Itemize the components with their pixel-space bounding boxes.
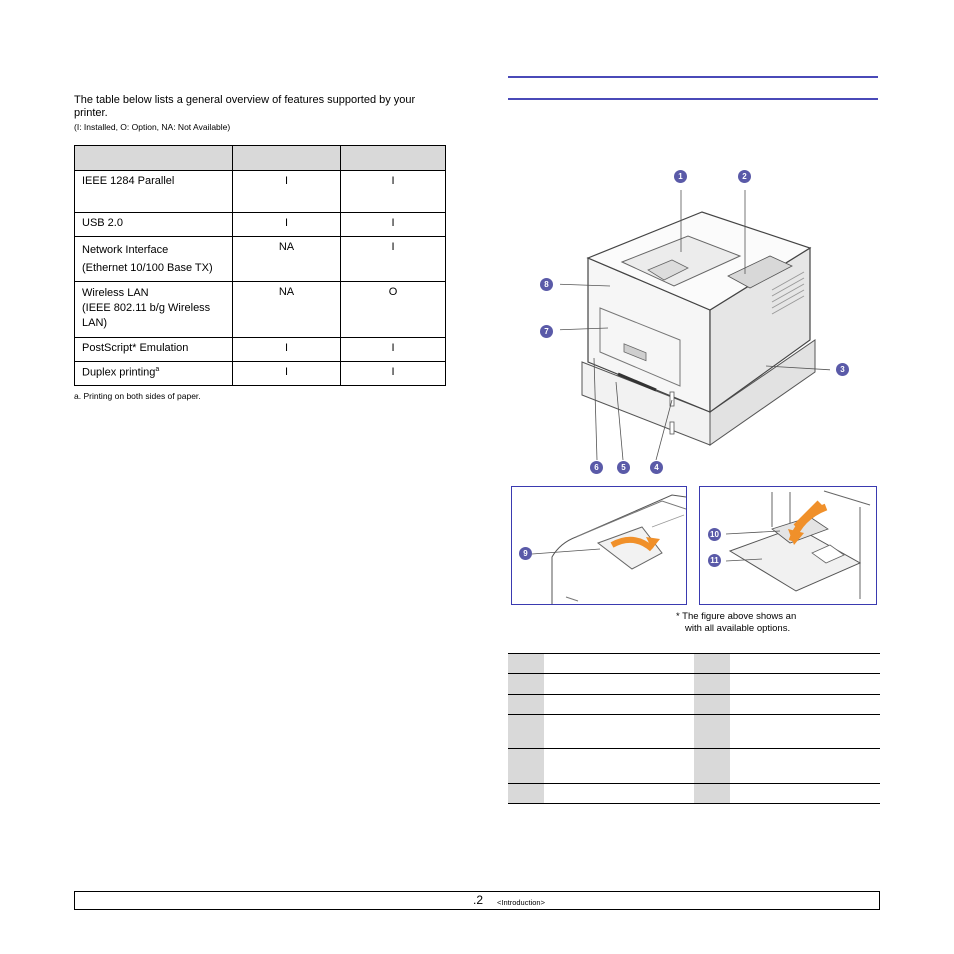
- part-number-cell: [508, 715, 544, 749]
- part-name-cell: [730, 674, 880, 695]
- table-row: [508, 674, 880, 695]
- section-name: <Introduction>: [497, 898, 545, 907]
- part-number-cell: [694, 749, 730, 784]
- callout-4: 4: [650, 461, 663, 474]
- figure-caption: [676, 611, 796, 635]
- callout-1: 1: [674, 170, 687, 183]
- part-number-cell: [694, 695, 730, 715]
- part-name-cell: [730, 715, 880, 749]
- feature-value: I: [341, 338, 446, 362]
- section-rule-top: [508, 76, 878, 78]
- feature-name: USB 2.0: [75, 213, 233, 237]
- part-number-cell: [508, 674, 544, 695]
- callout-3: 3: [836, 363, 849, 376]
- part-number-cell: [694, 715, 730, 749]
- feature-value: I: [233, 362, 341, 386]
- feature-value: I: [233, 171, 341, 213]
- table-row: [75, 338, 446, 362]
- caption-line: * The figure above shows an: [676, 611, 797, 622]
- features-table: [74, 145, 446, 386]
- part-name-cell: [544, 749, 694, 784]
- table-row: [508, 654, 880, 674]
- header-cell: [341, 146, 446, 171]
- intro-text: The table below lists a general overview of features supported by your printer.: [74, 94, 416, 119]
- callout-2: 2: [738, 170, 751, 183]
- feature-value: NA: [233, 282, 341, 338]
- feature-name: IEEE 1284 Parallel: [75, 171, 233, 213]
- header-cell: [75, 146, 233, 171]
- table-row: [75, 171, 446, 213]
- feature-name: PostScript* Emulation: [75, 338, 233, 362]
- part-name-cell: [730, 749, 880, 784]
- part-name-cell: [730, 784, 880, 804]
- multipurpose-tray-illustration: [700, 487, 876, 604]
- part-name-cell: [730, 695, 880, 715]
- callout-10: 10: [708, 528, 721, 541]
- availability-legend: (I: Installed, O: Option, NA: Not Available): [74, 122, 231, 132]
- part-number-cell: [508, 749, 544, 784]
- output-support-illustration: [512, 487, 686, 604]
- callout-6: 6: [590, 461, 603, 474]
- callout-11: 11: [708, 554, 721, 567]
- table-row: [75, 213, 446, 237]
- table-row: [508, 749, 880, 784]
- table-row: [75, 282, 446, 338]
- part-number-cell: [508, 695, 544, 715]
- part-number-cell: [694, 674, 730, 695]
- feature-name: Duplex printing$^a$: [75, 362, 233, 386]
- table-row: [75, 362, 446, 386]
- part-name-cell: [544, 695, 694, 715]
- part-number-cell: [694, 784, 730, 804]
- part-number-cell: [694, 654, 730, 674]
- callout-9: 9: [519, 547, 532, 560]
- callout-5: 5: [617, 461, 630, 474]
- table-row: [75, 237, 446, 282]
- feature-value: I: [341, 213, 446, 237]
- feature-value: NA: [233, 237, 341, 282]
- detail-figure-output-support: [511, 486, 687, 605]
- table-row: [508, 784, 880, 804]
- feature-value: I: [233, 213, 341, 237]
- feature-value: I: [341, 237, 446, 282]
- part-name-cell: [544, 654, 694, 674]
- feature-value: O: [341, 282, 446, 338]
- callout-8: 8: [540, 278, 553, 291]
- parts-table: [508, 653, 880, 804]
- part-name-cell: [730, 654, 880, 674]
- table-header-row: [75, 146, 446, 171]
- page-number: .2: [473, 893, 484, 907]
- printer-illustration: [560, 190, 830, 460]
- table-row: [508, 695, 880, 715]
- part-name-cell: [544, 715, 694, 749]
- section-rule-bottom: [508, 98, 878, 100]
- feature-name: Network Interface (Ethernet 10/100 Base TX): [75, 237, 233, 282]
- part-number-cell: [508, 654, 544, 674]
- detail-figure-multipurpose-tray: [699, 486, 877, 605]
- feature-name: Wireless LAN (IEEE 802.11 b/g Wireless LAN): [75, 282, 233, 338]
- header-cell: [233, 146, 341, 171]
- table-row: [508, 715, 880, 749]
- part-name-cell: [544, 674, 694, 695]
- feature-value: I: [341, 362, 446, 386]
- feature-value: I: [233, 338, 341, 362]
- feature-value: I: [341, 171, 446, 213]
- callout-7: 7: [540, 325, 553, 338]
- part-name-cell: [544, 784, 694, 804]
- caption-line: with all available options.: [685, 623, 791, 634]
- part-number-cell: [508, 784, 544, 804]
- table-footnote: a. Printing on both sides of paper.: [74, 391, 201, 401]
- page-footer: [74, 891, 880, 910]
